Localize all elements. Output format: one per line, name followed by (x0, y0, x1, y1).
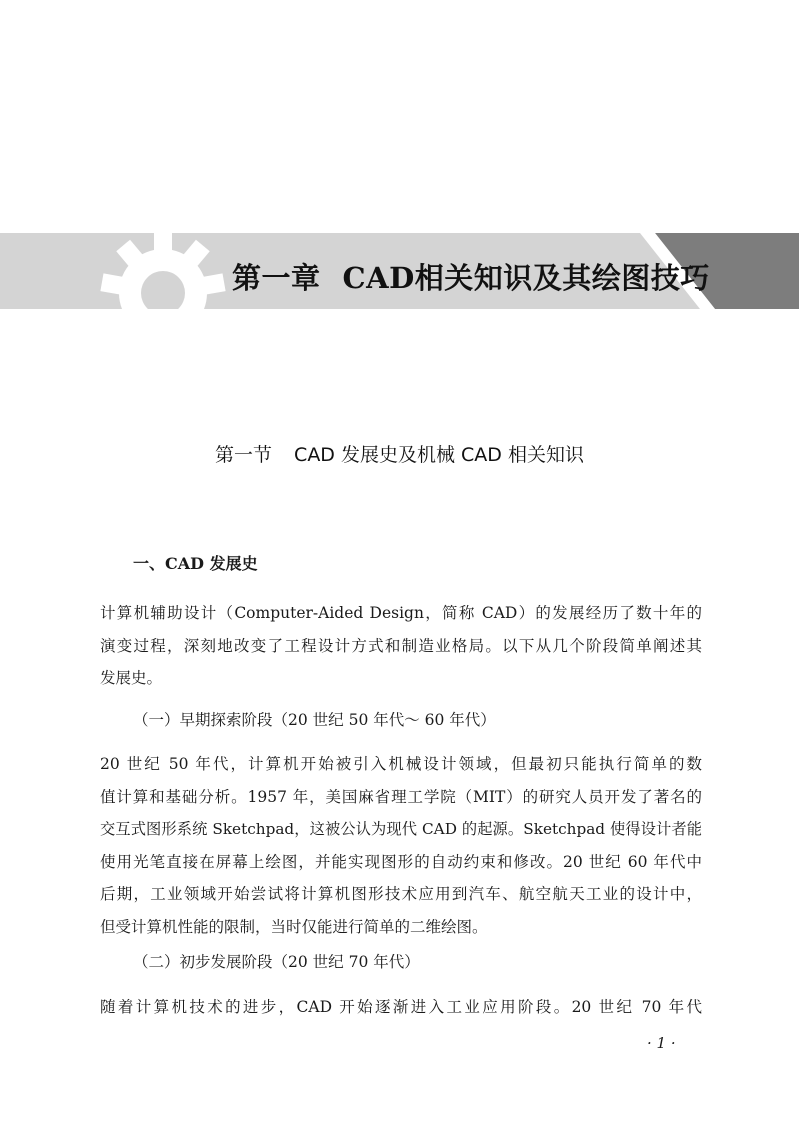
subheading-early-stage: （一）早期探索阶段（20 世纪 50 年代～ 60 年代） (133, 711, 496, 729)
text-line: 后期，工业领域开始尝试将计算机图形技术应用到汽车、航空航天工业的设计中， (100, 885, 702, 903)
paragraph-early-stage (100, 748, 702, 943)
text-line: 交互式图形系统 Sketchpad，这被公认为现代 CAD 的起源。Sketchpad 使得设计者能 (100, 820, 702, 838)
section-name: CAD 发展史及机械 CAD 相关知识 (294, 444, 584, 466)
text-line: 20 世纪 50 年代，计算机开始被引入机械设计领域，但最初只能执行简单的数 (100, 755, 702, 773)
text-line: 但受计算机性能的限制，当时仅能进行简单的二维绘图。 (100, 917, 488, 936)
text-line: 随着计算机技术的进步，CAD 开始逐渐进入工业应用阶段。20 世纪 70 年代 (100, 998, 702, 1016)
section-number: 第一节 (215, 444, 273, 466)
heading-cad-history: 一、CAD 发展史 (133, 554, 258, 573)
paragraph-intro (100, 597, 702, 695)
page-number: · 1 · (647, 1034, 676, 1052)
section-title (0, 440, 799, 467)
text-line: 演变过程，深刻地改变了工程设计方式和制造业格局。以下从几个阶段简单阐述其 (100, 636, 702, 655)
chapter-title (232, 256, 710, 297)
subheading-initial-development: （二）初步发展阶段（20 世纪 70 年代） (133, 953, 420, 971)
chapter-name: CAD相关知识及其绘图技巧 (342, 261, 710, 295)
text-line: 值计算和基础分析。1957 年，美国麻省理工学院（MIT）的研究人员开发了著名的 (100, 787, 702, 806)
text-line: 计算机辅助设计（Computer-Aided Design，简称 CAD）的发展经历了数十年的 (100, 604, 702, 622)
text-line: 发展史。 (100, 669, 163, 687)
paragraph-initial-development (100, 991, 702, 1024)
chapter-number: 第一章 (232, 261, 321, 295)
text-line: 使用光笔直接在屏幕上绘图，并能实现图形的自动约束和修改。20 世纪 60 年代中 (100, 852, 702, 871)
